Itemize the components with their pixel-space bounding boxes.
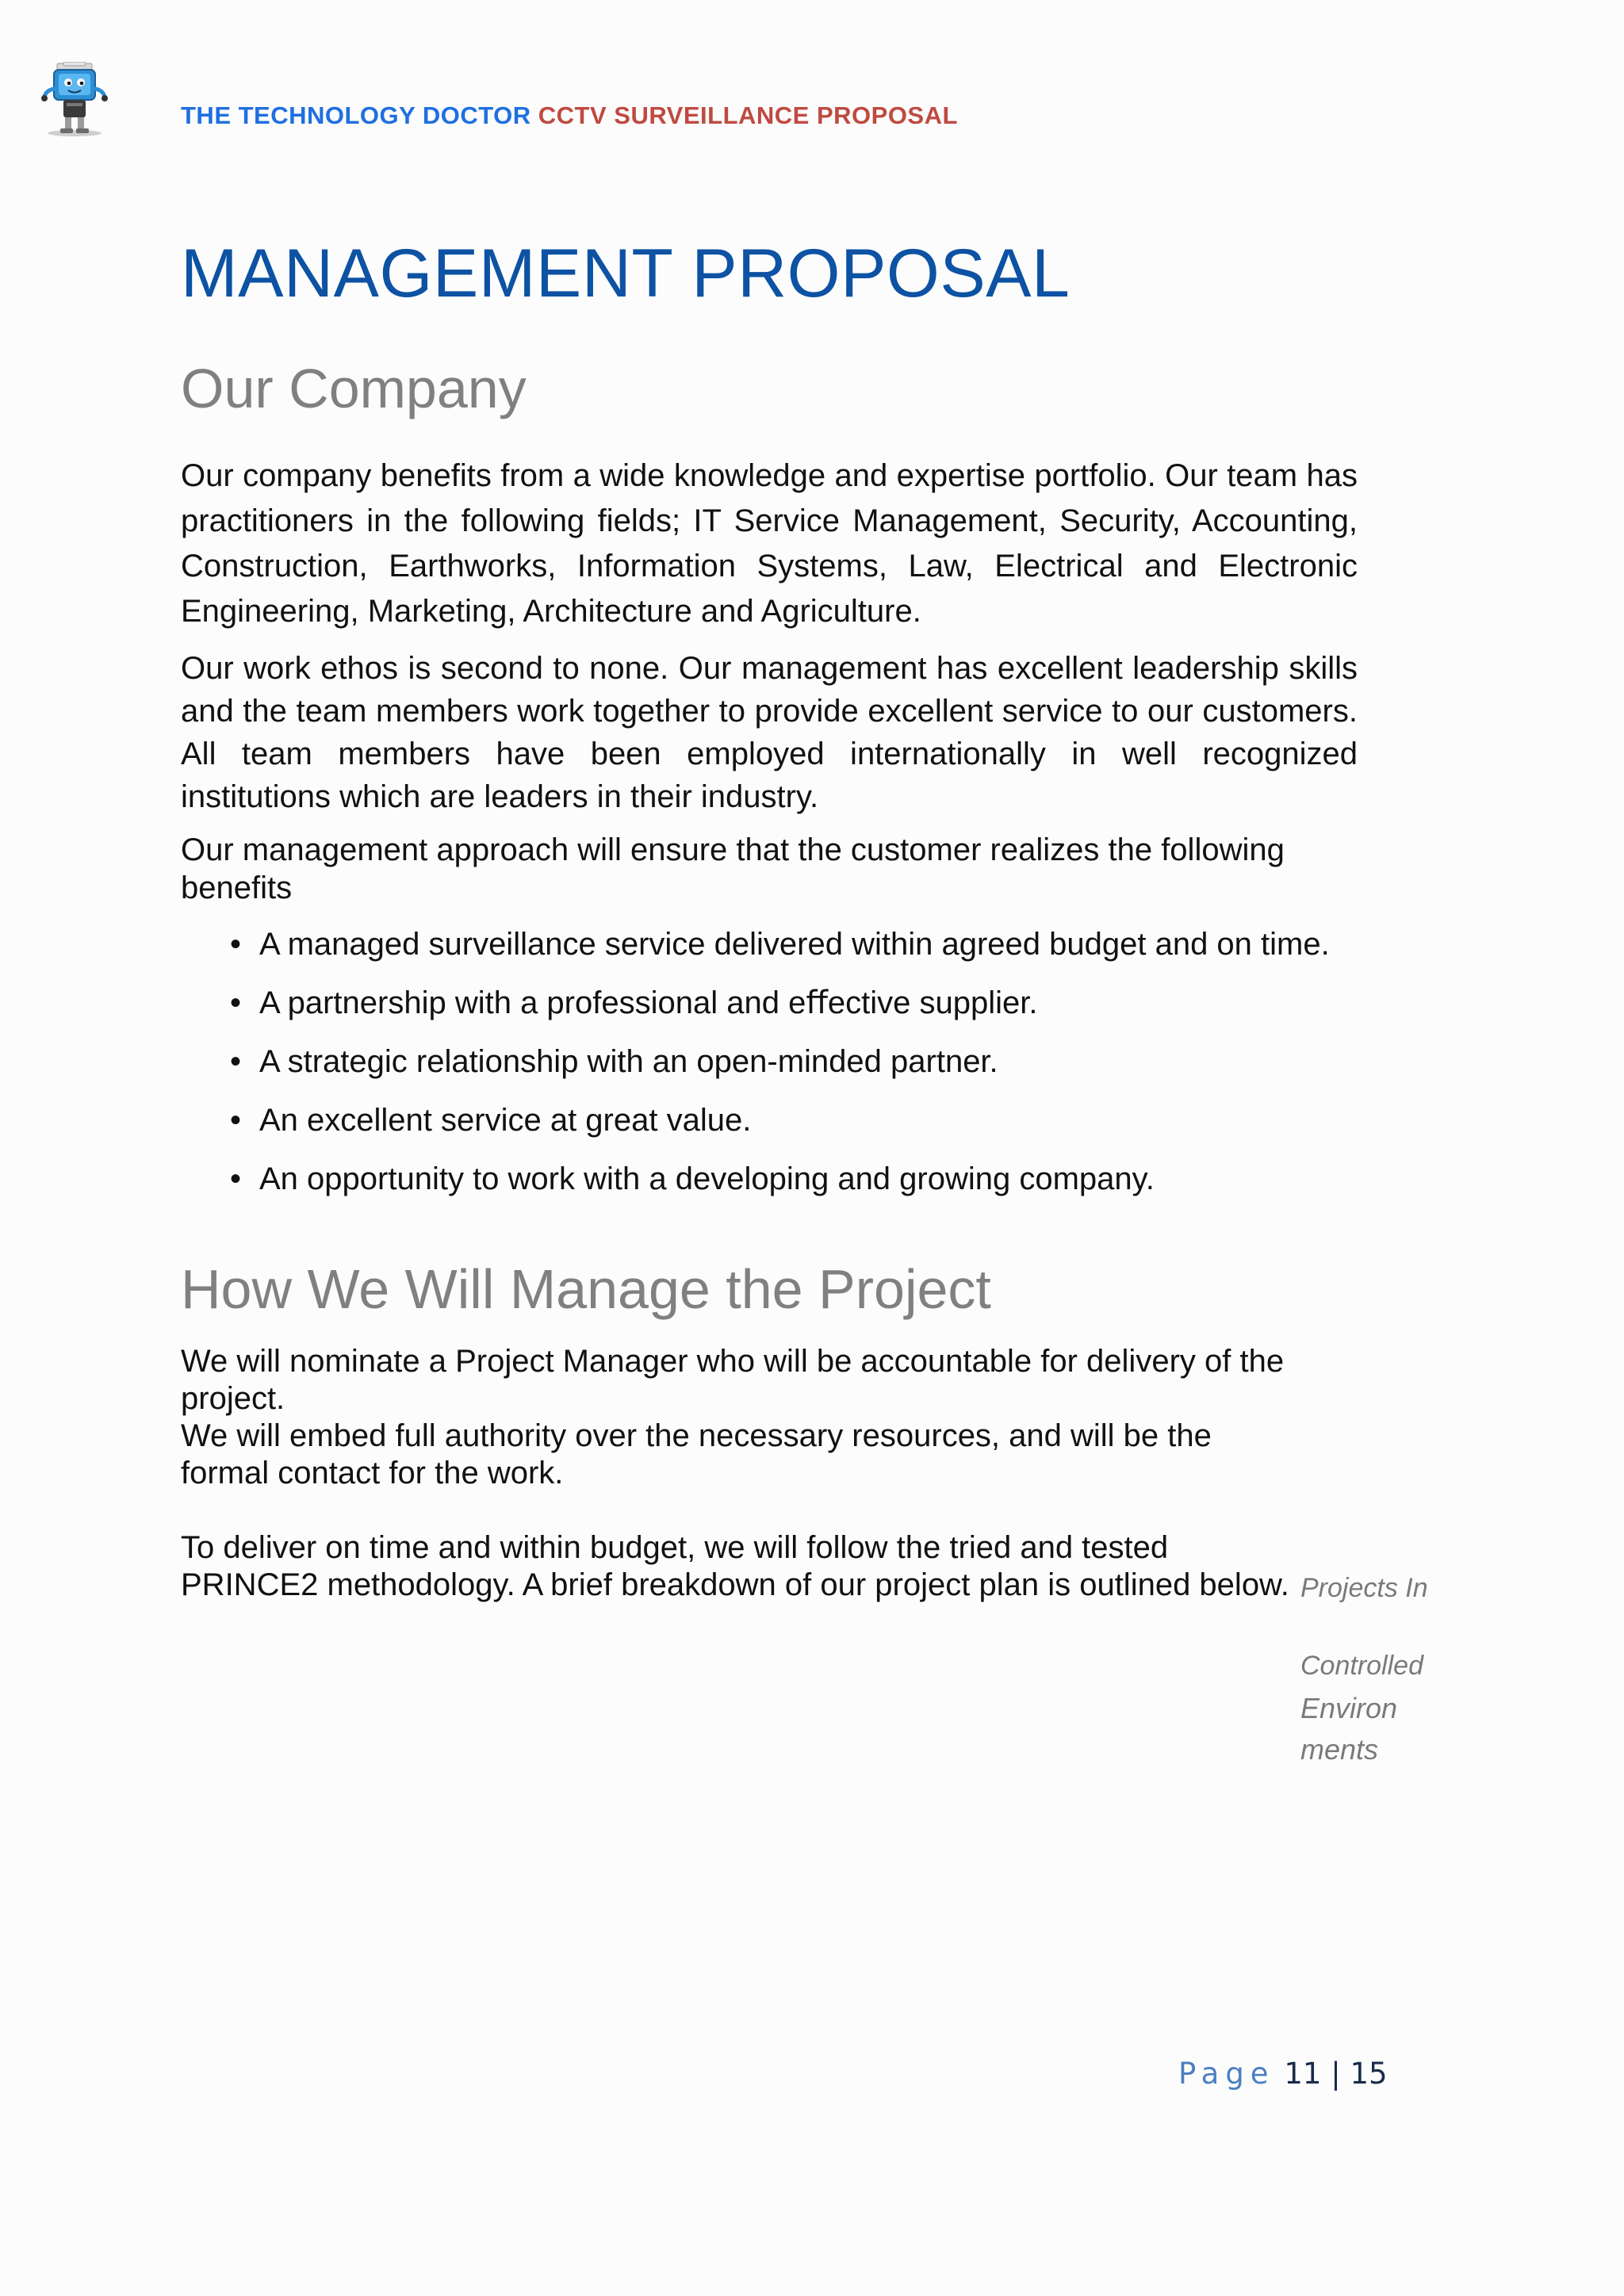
section-heading-project: How We Will Manage the Project [181, 1258, 991, 1320]
sidebar-note-line-1: Projects In [1300, 1573, 1428, 1603]
header-doc-title: CCTV SURVEILLANCE PROPOSAL [538, 101, 958, 129]
list-item [181, 1100, 1358, 1140]
list-item-text: A partnership with a professional and eﬀective supplier. [259, 985, 1038, 1020]
total-pages: 15 [1350, 2057, 1388, 2091]
section-heading-company: Our Company [181, 358, 527, 419]
document-header [181, 101, 958, 130]
header-brand: THE TECHNOLOGY DOCTOR [181, 101, 531, 129]
benefits-list [181, 924, 1358, 1199]
company-paragraph-3: Our management approach will ensure that the customer realizes the following benefits [181, 832, 1285, 905]
bullet-icon: • [230, 1044, 242, 1079]
bullet-icon: • [230, 1161, 242, 1196]
list-item-text: A managed surveillance service delivered within agreed budget and on time. [259, 927, 1330, 962]
list-item-text: A strategic relationship with an open-minded partner. [259, 1044, 998, 1079]
list-item [181, 1159, 1358, 1199]
company-paragraph-1: Our company benefits from a wide knowledge and expertise portfolio. Our team has practitioners in the following fields; IT Service Management, Security, Accounting, Construction, Earthworks, Information Systems, Law, Electrical and Electronic Engineering, Marketing, Architecture and Agriculture. [181, 458, 1358, 629]
project-paragraph-1-line-2: We will embed full authority over the necessary resources, and will be the formal contact for the work. [181, 1418, 1212, 1490]
bullet-icon: • [230, 927, 242, 962]
list-item-text: An excellent service at great value. [259, 1103, 752, 1138]
page-title: MANAGEMENT PROPOSAL [181, 235, 1071, 312]
sidebar-note-line-3: Environ [1300, 1692, 1398, 1724]
page-label: Page [1178, 2057, 1275, 2091]
bullet-icon: • [230, 985, 242, 1020]
sidebar-note-line-4: ments [1300, 1733, 1379, 1766]
sidebar-note-line-2: Controlled [1300, 1651, 1423, 1681]
list-item [181, 1042, 1358, 1081]
list-item-text: An opportunity to work with a developing and growing company. [259, 1161, 1155, 1196]
list-item [181, 924, 1358, 964]
project-paragraph-1-line-1: We will nominate a Project Manager who will be accountable for delivery of the project. [181, 1344, 1285, 1416]
page-number [1178, 2057, 1388, 2091]
project-paragraph-1 [181, 1343, 1291, 1492]
robot-mascot-icon [40, 62, 109, 138]
sidebar-note [1300, 1566, 1443, 1770]
project-paragraph-2: To deliver on time and within budget, we will follow the tried and tested PRINCE2 methodology. A brief breakdown of our project plan is outlined below. [181, 1530, 1289, 1602]
main-content [181, 230, 1358, 1604]
current-page: 11 [1284, 2057, 1322, 2091]
page-separator: | [1331, 2057, 1341, 2091]
list-item [181, 983, 1358, 1023]
company-paragraph-2: Our work ethos is second to none. Our management has excellent leadership skills and the team members work together to provide excellent service to our customers. All team members have been employed internationally in well recognized institutions which are leaders in their industry. [181, 651, 1358, 814]
bullet-icon: • [230, 1103, 242, 1138]
